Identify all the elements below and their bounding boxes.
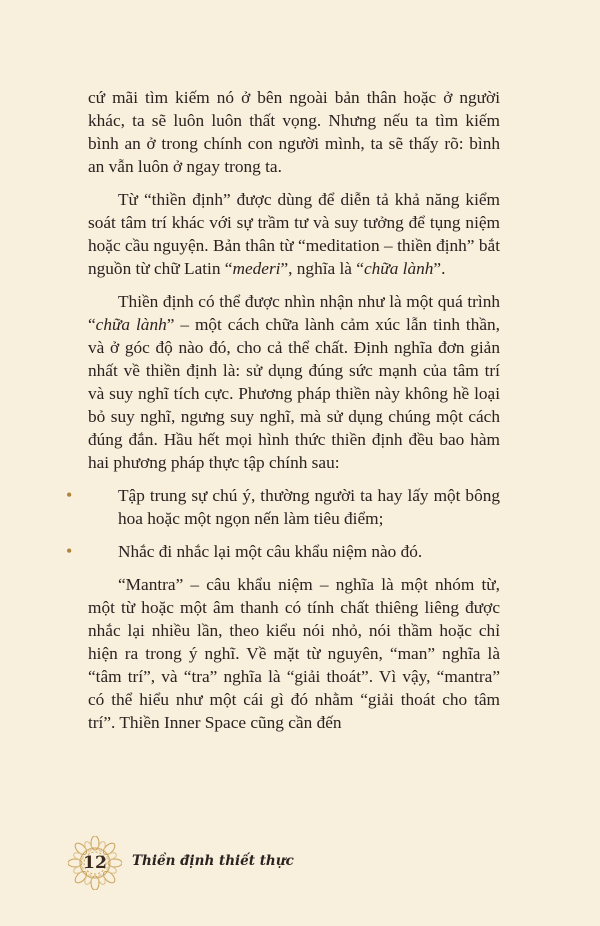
bullet-dot-icon: • xyxy=(66,541,73,561)
list-item-text: Tập trung sự chú ý, thường người ta hay lấy một bông hoa hoặc một ngọn nến làm tiêu điểm; xyxy=(118,486,500,528)
paragraph-2-italic-healing: chữa lành xyxy=(363,259,434,278)
paragraph-2-text-c: ”, nghĩa là “ xyxy=(280,259,364,278)
paragraph-2-italic-mederi: mederi xyxy=(232,259,281,278)
page-number: 12 xyxy=(83,853,107,873)
paragraph-1-text: cứ mãi tìm kiếm nó ở bên ngoài bản thân hoặc ở người khác, ta sẽ luôn luôn thất vọng. Nhưng nếu ta tìm kiếm bình an ở trong chính con người mình, ta sẽ thấy rõ: bình an vẫn luôn ở ngay trong ta. xyxy=(88,88,500,176)
list-item xyxy=(66,540,500,563)
practice-methods-list xyxy=(66,484,500,563)
paragraph-2-text-a: Từ “thiền định” được dùng để diễn tả khả năng kiểm soát tâm trí khác với sự trầm tư và suy tưởng để tụng niệm hoặc cầu nguyện. Bản thân từ “meditation – thiền định” bắt nguồn từ chữ Latin “ xyxy=(88,190,500,278)
paragraph-3-text-c: ” – một cách chữa lành cảm xúc lẫn tinh thần, và ở góc độ nào đó, cho cả thể chất. Định nghĩa đơn giản nhất về thiền định là: sử dụng đúng sức mạnh của tâm trí và suy nghĩ tích cực. Phương pháp thiền này không hề loại bỏ suy nghĩ, ngưng suy nghĩ, mà sử dụng chúng một cách đúng đắn. Hầu hết mọi hình thức thiền định đều bao hàm hai phương pháp thực tập chính sau: xyxy=(88,315,501,472)
list-item-text: Nhắc đi nhắc lại một câu khẩu niệm nào đó. xyxy=(118,542,423,561)
body-text xyxy=(66,86,501,744)
paragraph-2-text-e: ”. xyxy=(433,259,446,278)
paragraph-3 xyxy=(88,290,500,474)
list-item xyxy=(66,484,500,530)
paragraph-4-text: “Mantra” – câu khẩu niệm – nghĩa là một nhóm từ, một từ hoặc một âm thanh có tính chất thiêng liêng được nhắc lại nhiều lần, theo kiểu nói nhỏ, nói thầm hoặc chỉ hiện ra trong ý nghĩ. Về mặt từ nguyên, “man” nghĩa là “tâm trí”, và “tra” nghĩa là “giải thoát”. Vì vậy, “mantra” có thể hiểu như một cái gì đó nhằm “giải thoát cho tâm trí”. Thiền Inner Space cũng cần đến xyxy=(88,575,500,732)
paragraph-3-italic-healing: chữa lành xyxy=(95,315,167,334)
page-footer xyxy=(68,836,328,892)
paragraph-2 xyxy=(88,188,500,280)
paragraph-4 xyxy=(88,573,500,734)
paragraph-1 xyxy=(88,86,500,178)
paragraph-3-text-a: Thiền định có thể được nhìn nhận như là một quá trình “ xyxy=(88,292,500,334)
running-book-title: Thiền định thiết thực xyxy=(132,853,294,869)
bullet-dot-icon: • xyxy=(66,485,73,505)
